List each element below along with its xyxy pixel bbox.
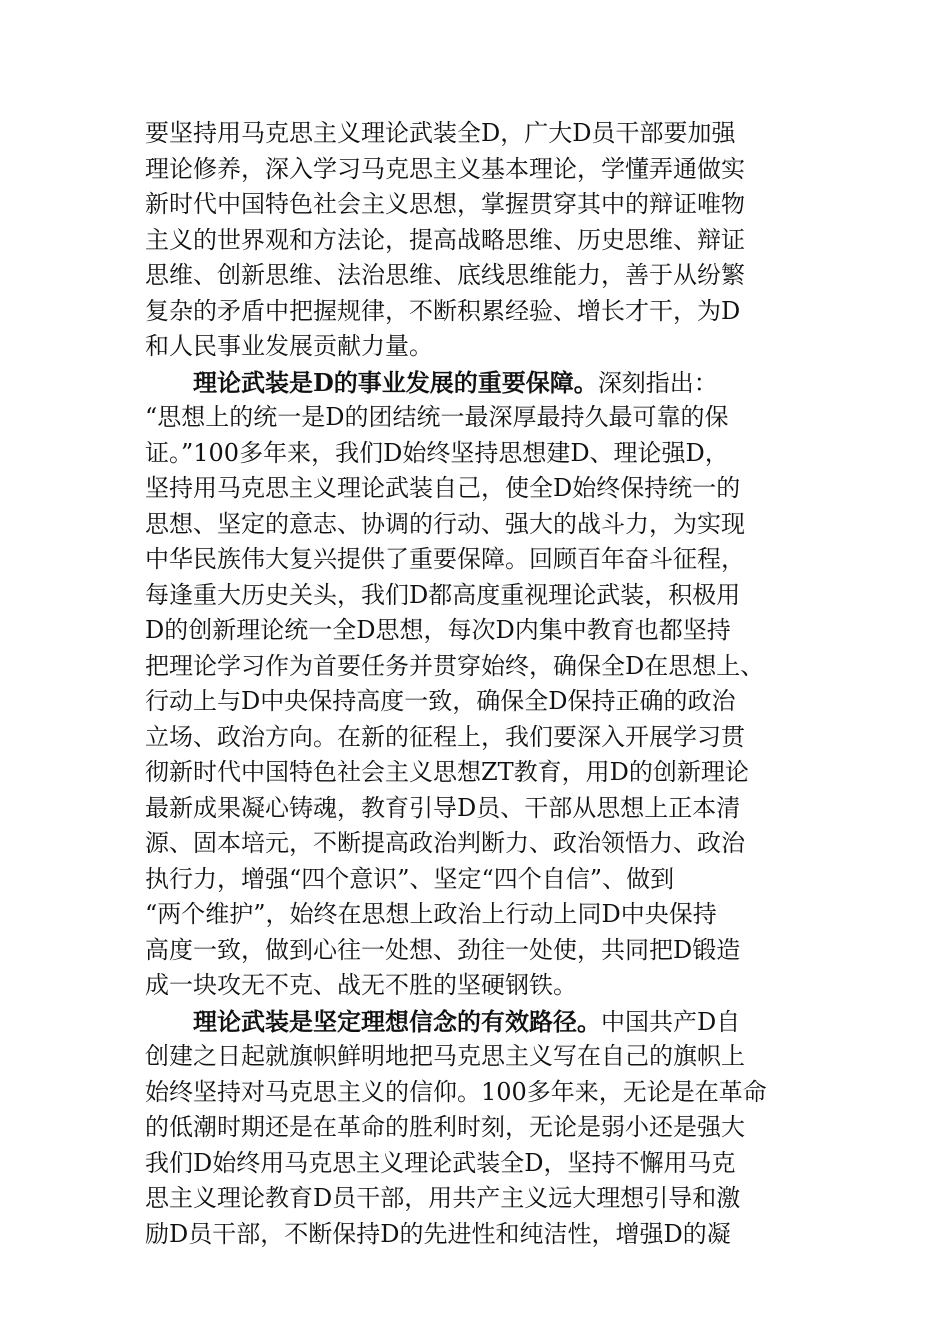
text-line [145, 862, 810, 898]
text-line [145, 187, 810, 223]
text-segment: “两个维护”，始终在思想上政治上行动上同D中央保持 [145, 900, 717, 928]
text-segment: 高度一致，做到心往一处想、劲往一处使，共同把D锻造 [145, 935, 741, 964]
text-line [145, 223, 810, 259]
text-line [145, 542, 810, 578]
text-line [145, 258, 810, 294]
paragraph-heading: 理论武装是坚定理想信念的有效路径。 [145, 1006, 601, 1036]
text-line [145, 755, 810, 791]
text-line [145, 720, 810, 756]
text-line [145, 471, 810, 507]
text-line [145, 116, 810, 152]
text-line [145, 578, 810, 614]
text-segment: 立场、政治方向。在新的征程上，我们要深入开展学习贯 [145, 722, 745, 751]
text-segment: 思维、创新思维、法治思维、底线思维能力，善于从纷繁 [145, 261, 745, 289]
text-segment: 始终坚持对马克思主义的信仰。100多年来，无论是在革命 [145, 1077, 767, 1106]
text-line [145, 968, 810, 1004]
text-segment: 主义的世界观和方法论，提高战略思维、历史思维、辩证 [145, 225, 745, 254]
text-line [145, 933, 810, 969]
text-segment: 新时代中国特色社会主义思想，掌握贯穿其中的辩证唯物 [145, 190, 745, 218]
document-body [145, 116, 810, 1252]
text-line [145, 897, 810, 933]
text-segment: D的创新理论统一全D思想，每次D内集中教育也都坚持 [145, 616, 731, 644]
text-line [145, 400, 810, 436]
text-segment: 和人民事业发展贡献力量。 [145, 332, 433, 360]
text-segment: 中华民族伟大复兴提供了重要保障。回顾百年奋斗征程， [145, 545, 745, 573]
text-segment: 复杂的矛盾中把握规律，不断积累经验、增长才干，为D [145, 296, 741, 325]
paragraph-heading: 理论武装是D的事业发展的重要保障。 [145, 367, 598, 397]
text-line [145, 365, 810, 401]
text-line [145, 613, 810, 649]
paragraph [145, 365, 810, 1004]
text-segment: 励D员干部，不断保持D的先进性和纯洁性，增强D的凝 [145, 1219, 731, 1248]
text-line [145, 507, 810, 543]
text-line [145, 1110, 810, 1146]
text-segment: 把理论学习作为首要任务并贯穿始终，确保全D在思想上、 [145, 651, 765, 680]
text-segment: 思主义理论教育D员干部，用共产主义远大理想引导和激 [145, 1184, 741, 1212]
text-line [145, 684, 810, 720]
text-segment: 的低潮时期还是在革命的胜利时刻，无论是弱小还是强大 [145, 1113, 745, 1141]
text-line [145, 1146, 810, 1182]
text-segment: 每逢重大历史关头，我们D都高度重视理论武装，积极用 [145, 580, 741, 609]
text-line [145, 1004, 810, 1040]
text-segment: 我们D始终用马克思主义理论武装全D，坚持不懈用马克 [145, 1148, 736, 1177]
text-segment: 源、固本培元，不断提高政治判断力、政治领悟力、政治 [145, 829, 745, 857]
text-segment: 彻新时代中国特色社会主义思想ZT教育，用D的创新理论 [145, 758, 749, 786]
text-segment: 最新成果凝心铸魂，教育引导D员、干部从思想上正本清 [145, 793, 741, 822]
text-line [145, 1039, 810, 1075]
text-line [145, 791, 810, 827]
text-line [145, 1075, 810, 1111]
text-segment: 思想、坚定的意志、协调的行动、强大的战斗力，为实现 [145, 509, 745, 538]
text-segment: 创建之日起就旗帜鲜明地把马克思主义写在自己的旗帜上 [145, 1042, 745, 1070]
text-line [145, 294, 810, 330]
text-line [145, 1217, 810, 1253]
text-segment: 行动上与D中央保持高度一致，确保全D保持正确的政治 [145, 687, 736, 715]
text-segment: “思想上的统一是D的团结统一最深厚最持久最可靠的保 [145, 403, 729, 431]
text-line [145, 826, 810, 862]
text-segment: 深刻指出： [597, 368, 718, 397]
text-segment: 要坚持用马克思主义理论武装全D，广大D员干部要加强 [145, 119, 736, 147]
text-segment: 中国共产D自 [601, 1007, 741, 1036]
text-segment: 成一块攻无不克、战无不胜的坚硬钢铁。 [145, 971, 577, 999]
text-segment: 理论修养，深入学习马克思主义基本理论，学懂弄通做实 [145, 154, 745, 183]
text-line [145, 1181, 810, 1217]
text-segment: 证。”100多年来，我们D始终坚持思想建D、理论强D， [145, 438, 729, 467]
text-line [145, 649, 810, 685]
paragraph [145, 116, 810, 365]
text-line [145, 329, 810, 365]
text-line [145, 436, 810, 472]
paragraph [145, 1004, 810, 1253]
text-segment: 执行力，增强“四个意识”、坚定“四个自信”、做到 [145, 864, 675, 893]
text-line [145, 152, 810, 188]
text-segment: 坚持用马克思主义理论武装自己，使全D始终保持统一的 [145, 474, 741, 502]
